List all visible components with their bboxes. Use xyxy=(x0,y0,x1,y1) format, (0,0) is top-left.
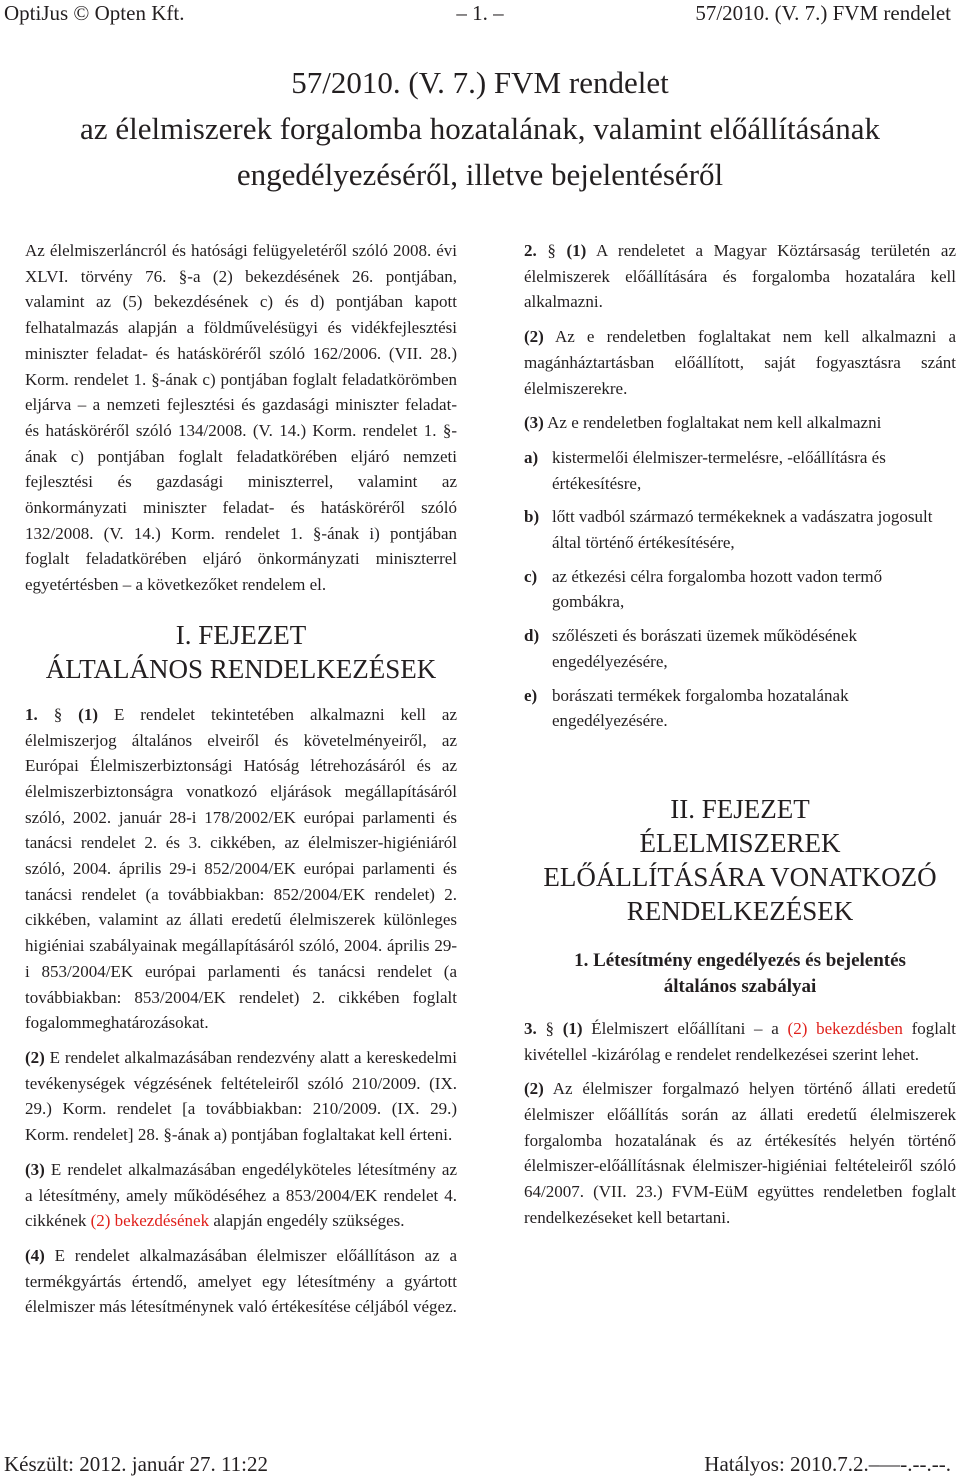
list-item-label: c) xyxy=(524,566,538,586)
para-text: A rendeletet a Magyar Köztársaság területén az élelmiszerek előállítására és forgalomba hozatalára kell alkalmazni. xyxy=(524,241,957,312)
list-item-text: lőtt vadból származó termékeknek a vadászatra jogosult által történő értékesítésére, xyxy=(552,507,933,553)
header-doc-id: 57/2010. (V. 7.) FVM rendelet xyxy=(695,1,951,25)
title-line-1: 57/2010. (V. 7.) FVM rendelet xyxy=(291,65,669,100)
list-item-text: az étkezési célra forgalomba hozott vadon termő gombákra, xyxy=(552,566,883,612)
title-line-2: az élelmiszerek forgalomba hozatalának, valamint előállításának xyxy=(80,111,880,146)
section-1-para-3 xyxy=(25,1157,457,1234)
list-item xyxy=(524,445,956,496)
section-3-para-2 xyxy=(524,1076,956,1230)
para-label: (1) xyxy=(78,704,98,724)
list-item xyxy=(524,623,956,674)
subsection-heading xyxy=(524,948,956,1000)
para-text: Élelmiszert előállítani – a xyxy=(591,1018,779,1038)
para-text: alapján engedély szükséges. xyxy=(213,1211,405,1231)
chapter-2-heading xyxy=(524,792,956,928)
list-item-label: b) xyxy=(524,507,540,527)
section-2-para-1 xyxy=(524,238,956,315)
chapter-2-title-line-2: ELŐÁLLÍTÁSÁRA VONATKOZÓ xyxy=(543,861,937,892)
para-label: (3) xyxy=(524,413,544,433)
section-2-para-3 xyxy=(524,410,956,436)
section-sign: § xyxy=(545,1018,554,1038)
para-text: E rendelet tekintetében alkalmazni kell az élelmiszerjog általános elveiről és követelményeiről, az Európai Élelmiszerbiztonsági Hatóság létrehozásáról és az élelmiszerbiztonságra vonatkozó eljárások megállapításáról szóló, 2002. január 28-i 178/2002/EK európai parlamenti és tanácsi rendelet 2. és 3. cikkében, az élelmiszer-higiéniáról szóló, 2004. április 29-i 852/2004/EK európai parlamenti és tanácsi rendelet (a továbbiakban: 852/2004/EK rendelet) 2. cikkében, valamint az állati eredetű élelmiszerek különleges higiéniai szabályainak megállapításáról szóló, 2004. április 29-i 853/2004/EK európai parlamenti és tanácsi rendelet (a továbbiakban: 853/2004/EK rendelet) 2. cikkében foglalt fogalommeghatározásokat. xyxy=(25,704,458,1033)
para-text: Az élelmiszer forgalmazó helyen történő állati eredetű élelmiszer előállítás során az állati eredetű élelmiszerek forgalomba hozatalának és az értékesítés helyén történő élelmiszer-előállításnak élelmiszer-higiéniai feltételeiről szóló 64/2007. (VII. 23.) FVM-EüM együttes rendeletben foglalt rendelkezéseket kell betartani. xyxy=(524,1079,956,1227)
list-item-label: e) xyxy=(524,685,538,705)
list-item xyxy=(524,504,956,555)
list-item xyxy=(524,683,956,734)
para-text: Az e rendeletben foglaltakat nem kell alkalmazni a magánháztartásban előállított, saját fogyasztásra szánt élelmiszerekre. xyxy=(524,327,956,398)
list-item-label: d) xyxy=(524,626,540,646)
section-1-number: 1. xyxy=(25,704,38,724)
section-2-para-2 xyxy=(524,324,956,401)
cross-reference-link[interactable]: (2) bekezdésének xyxy=(90,1211,210,1231)
section-sign: § xyxy=(53,704,63,724)
chapter-1-title: ÁLTALÁNOS RENDELKEZÉSEK xyxy=(45,653,437,684)
chapter-1-heading xyxy=(25,618,457,686)
subsection-heading-line-2: általános szabályai xyxy=(663,975,817,997)
list-item xyxy=(524,564,956,615)
para-label: (2) xyxy=(25,1047,45,1067)
footer-created: Készült: 2012. január 27. 11:22 xyxy=(4,1452,269,1476)
chapter-1-number: I. FEJEZET xyxy=(175,619,307,650)
list-item-text: borászati termékek forgalomba hozatalának engedélyezésére. xyxy=(552,685,849,731)
para-text: E rendelet alkalmazásában rendezvény alatt a kereskedelmi tevékenységek végzésének feltételeiről szóló 210/2009. (IX. 29.) Korm. rendelet [a továbbiakban: 210/2009. (IX. 29.) Korm. rendelet] 28. §-ának a) pontjában foglaltakat kell érteni. xyxy=(25,1047,457,1145)
document-title xyxy=(0,60,960,198)
para-text: foglalt kivétellel -kizárólag e rendelet rendelkezései szerint lehet. xyxy=(524,1018,957,1064)
exemption-list xyxy=(524,445,956,734)
preamble: Az élelmiszerláncról és hatósági felügyeletéről szóló 2008. évi XLVI. törvény 76. §-a (2) bekezdésének 26. pontjában, valamint az (5) bekezdésének c) és d) pontjában kapott felhatalmazás alapján a földművelésügyi és vidékfejlesztési miniszter feladat- és hatásköréről szóló 162/2006. (VII. 28.) Korm. rendelet 1. §-ának c) pontjában foglalt feladatkörömben eljárva – a nemzeti fejlesztési és gazdasági miniszter feladat- és hatásköréről szóló 134/2008. (V. 14.) Korm. rendelet 1. §-ának c) pontjában foglalt feladatkörében eljáró nemzeti fejlesztési és gazdasági miniszterrel, valamint az önkormányzati miniszter feladat- és hatásköréről szóló 132/2008. (V. 14.) Korm. rendelet 1. §-ának i) pontjában foglalt feladatkörében eljáró önkormányzati miniszterrel egyetértésben – a következőket rendelem el. xyxy=(25,241,457,595)
para-text: E rendelet alkalmazásában engedélyköteles létesítmény az a létesítmény, amely működéséhez a 853/2004/EK rendelet 4. cikkének xyxy=(25,1159,457,1231)
chapter-2-title-line-3: RENDELKEZÉSEK xyxy=(626,895,854,926)
chapter-2-number: II. FEJEZET xyxy=(670,793,810,824)
footer-effective: Hatályos: 2010.7.2.–—-.--.--. xyxy=(704,1452,951,1476)
para-label: (2) xyxy=(524,327,544,347)
cross-reference-link[interactable]: (2) bekezdésben xyxy=(787,1018,903,1038)
section-1-para-4 xyxy=(25,1243,457,1320)
section-3-number: 3. xyxy=(524,1018,537,1038)
header-publisher: OptiJus © Opten Kft. xyxy=(4,1,185,25)
page-number: – 1. – xyxy=(456,1,504,25)
list-item-label: a) xyxy=(524,447,539,467)
para-label: (2) xyxy=(524,1079,544,1099)
subsection-heading-line-1: 1. Létesítmény engedélyezés és bejelentés xyxy=(574,949,906,971)
list-item-text: kistermelői élelmiszer-termelésre, -előállításra és értékesítésre, xyxy=(552,447,886,493)
section-3-para-1 xyxy=(524,1016,956,1067)
para-label: (1) xyxy=(566,241,587,260)
section-2-number: 2. xyxy=(524,241,537,260)
section-1-para-1 xyxy=(25,702,457,1036)
chapter-2-title-line-1: ÉLELMISZEREK xyxy=(639,827,841,858)
para-label: (4) xyxy=(25,1245,45,1265)
para-label: (1) xyxy=(562,1018,583,1038)
section-sign: § xyxy=(547,241,556,260)
right-column xyxy=(524,238,956,1240)
left-column xyxy=(25,238,457,1329)
title-line-3: engedélyezéséről, illetve bejelentéséről xyxy=(236,157,724,192)
list-item-text: szőlészeti és borászati üzemek működésének engedélyezésére, xyxy=(552,626,857,671)
para-label: (3) xyxy=(25,1159,45,1179)
para-text: Az e rendeletben foglaltakat nem kell alkalmazni xyxy=(547,413,882,433)
section-1-para-2 xyxy=(25,1045,457,1148)
para-text: E rendelet alkalmazásában élelmiszer előállításon az a termékgyártás értendő, amelyet egy létesítmény a gyártott élelmiszer más létesítménynek való értékesítése céljából végez. xyxy=(25,1245,457,1317)
